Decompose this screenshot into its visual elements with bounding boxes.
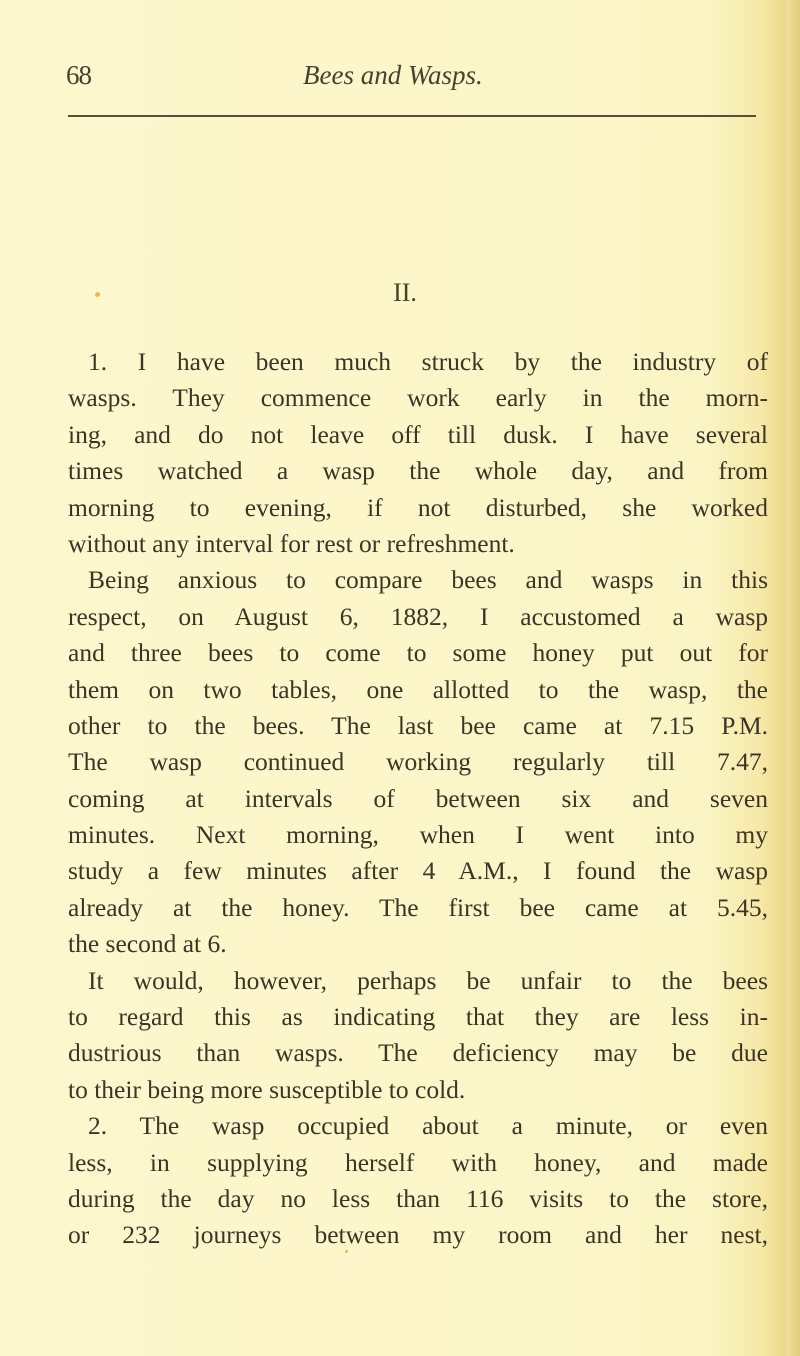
text-line: wasps. They commence work early in the morn- <box>68 383 768 413</box>
text-line: less, in supplying herself with honey, and made <box>68 1147 768 1177</box>
text-line: The wasp continued working regularly till 7.47, <box>68 747 768 777</box>
text-line: the second at 6. <box>68 929 227 959</box>
text-line: already at the honey. The first bee came at 5.45, <box>68 892 768 922</box>
text-line: ing, and do not leave off till dusk. I have several <box>68 419 768 449</box>
text-line: times watched a wasp the whole day, and from <box>68 456 768 486</box>
text-line: them on two tables, one allotted to the wasp, the <box>68 674 768 704</box>
text-line: minutes. Next morning, when I went into my <box>68 820 768 850</box>
section-heading: II. <box>393 278 417 307</box>
text-line: and three bees to come to some honey put out for <box>68 638 768 668</box>
text-line: study a few minutes after 4 A.M., I found the wasp <box>68 856 768 886</box>
text-line: 2. The wasp occupied about a minute, or even <box>88 1111 768 1141</box>
text-line: during the day no less than 116 visits to the store, <box>68 1183 768 1213</box>
body-text <box>68 344 768 1254</box>
text-line: other to the bees. The last bee came at 7.15 P.M. <box>68 710 768 740</box>
text-line: to regard this as indicating that they are less in- <box>68 1002 768 1032</box>
running-title: Bees and Wasps. <box>303 60 483 90</box>
text-line: morning to evening, if not disturbed, she worked <box>68 492 768 522</box>
text-line: Being anxious to compare bees and wasps in this <box>88 565 768 595</box>
running-header <box>66 60 756 100</box>
text-line: dustrious than wasps. The deficiency may be due <box>68 1038 768 1068</box>
text-line: respect, on August 6, 1882, I accustomed a wasp <box>68 601 768 631</box>
text-line: coming at intervals of between six and seven <box>68 783 768 813</box>
text-line: 1. I have been much struck by the industry of <box>88 347 768 376</box>
text-line: or 232 journeys between my room and her nest, <box>68 1220 768 1250</box>
text-line: without any interval for rest or refreshment. <box>68 528 515 558</box>
page-number: 68 <box>66 60 91 90</box>
text-line: It would, however, perhaps be unfair to the bees <box>88 965 768 995</box>
page-edge <box>786 0 800 1356</box>
text-line: to their being more susceptible to cold. <box>68 1074 466 1104</box>
header-rule <box>68 115 756 117</box>
paper-speck <box>95 292 100 297</box>
